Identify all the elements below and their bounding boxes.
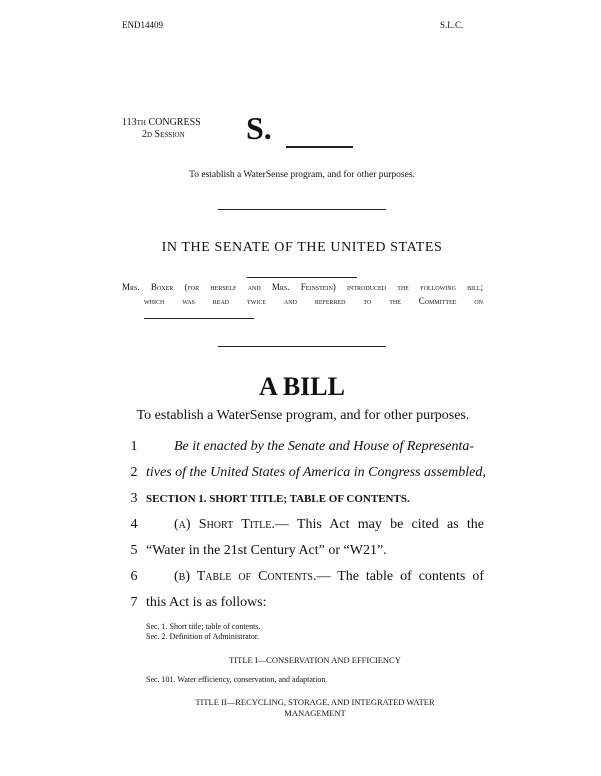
- subsection-a-heading: (a) Short Title.—: [174, 517, 289, 532]
- divider-2: [218, 346, 386, 347]
- line-number-1: 1: [130, 439, 138, 454]
- bill-heading: A BILL: [259, 372, 345, 401]
- subsection-a: [146, 517, 484, 533]
- chamber-heading: IN THE SENATE OF THE UNITED STATES: [161, 240, 443, 255]
- enacting-clause-line-2: tives of the United States of America in Congress assembled,: [146, 465, 486, 480]
- line-number-6: 6: [130, 569, 138, 584]
- congress-number: 113th CONGRESS: [122, 117, 201, 128]
- committee-blank: [144, 318, 254, 319]
- toc-intro-text: this Act is as follows:: [146, 595, 267, 610]
- intro-line-2: which was read twice and referred to the Committee on: [144, 296, 483, 306]
- line-number-2: 2: [130, 465, 138, 480]
- section-1-heading: SECTION 1. SHORT TITLE; TABLE OF CONTENTS.: [146, 493, 410, 505]
- short-title-text: “Water in the 21st Century Act” or “W21”.: [146, 543, 387, 558]
- toc-title-2-line-1: TITLE II—RECYCLING, STORAGE, AND INTEGRATED WATER: [195, 697, 435, 707]
- line-number-4: 4: [130, 517, 138, 532]
- slc-label: S.L.C.: [440, 20, 464, 30]
- long-title: To establish a WaterSense program, and for other purposes.: [136, 408, 470, 423]
- caption: To establish a WaterSense program, and for other purposes.: [189, 170, 415, 180]
- bill-number-blank: [286, 146, 353, 148]
- subsection-a-text: This Act may be cited as the: [296, 517, 484, 532]
- document-id: END14409: [122, 20, 163, 30]
- toc-sec-2: Sec. 2. Definition of Administrator.: [146, 632, 260, 641]
- subsection-b-heading: (b) Table of Contents.—: [174, 569, 331, 584]
- line-number-5: 5: [130, 543, 138, 558]
- subsection-b-text: The table of contents of: [337, 569, 484, 584]
- toc-title-2-line-2: MANAGEMENT: [284, 708, 346, 718]
- toc-sec-1: Sec. 1. Short title; table of contents.: [146, 622, 261, 631]
- toc-title-1: TITLE I—CONSERVATION AND EFFICIENCY: [229, 655, 401, 665]
- enacting-clause-line-1: Be it enacted by the Senate and House of Representa-: [174, 439, 474, 454]
- date-blank: [247, 277, 357, 278]
- line-number-3: 3: [130, 491, 138, 506]
- intro-line-1: Mrs. Boxer (for herself and Mrs. Feinstein) introduced the following bill;: [122, 282, 483, 292]
- subsection-b: [146, 569, 484, 585]
- toc-sec-101: Sec. 101. Water efficiency, conservation, and adaptation.: [146, 675, 328, 684]
- congress-block: [122, 117, 201, 141]
- line-number-7: 7: [130, 595, 138, 610]
- congress-session: 2d Session: [142, 129, 185, 140]
- divider-1: [218, 209, 386, 210]
- bill-number: S.: [246, 110, 272, 146]
